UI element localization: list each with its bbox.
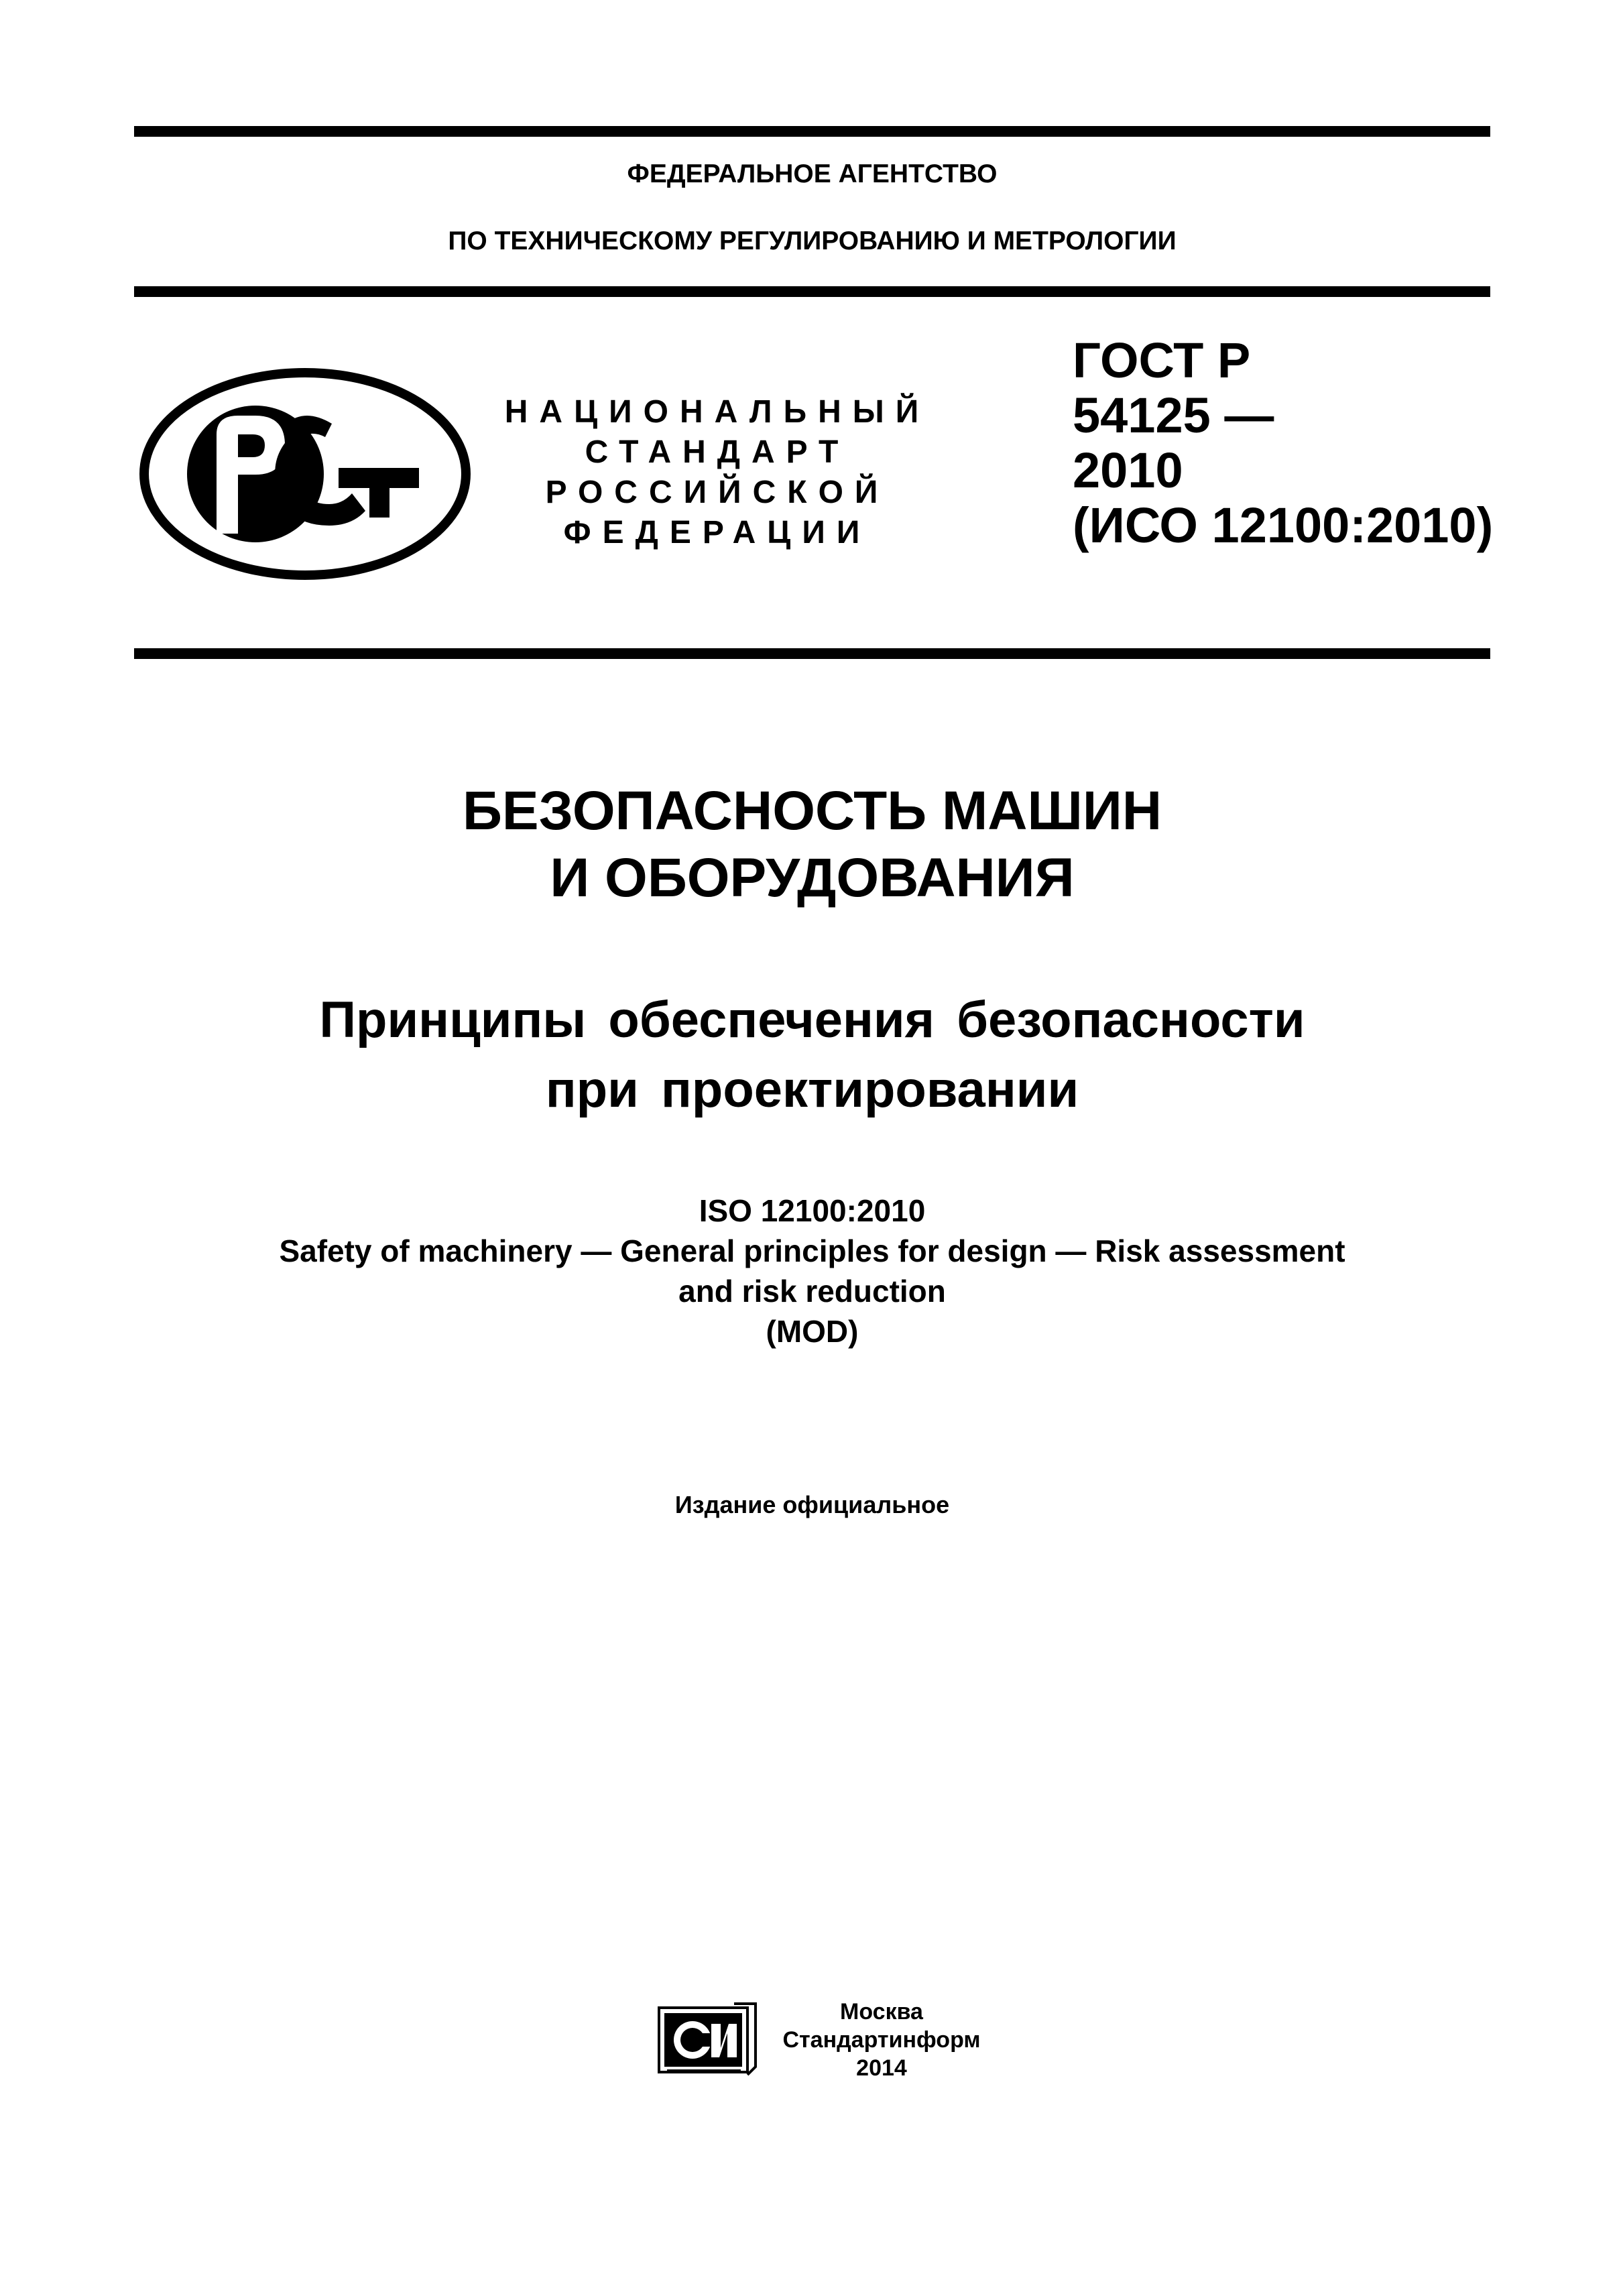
publisher-name: Стандартинформ	[782, 2027, 981, 2053]
designation-line: ГОСТ Р	[1073, 333, 1251, 388]
designation-line: 54125 —	[1073, 387, 1274, 443]
national-standard-label	[496, 392, 939, 553]
national-standard-line: СТАНДАРТ	[585, 434, 850, 470]
agency-bottom-rule	[134, 286, 1490, 297]
top-rule	[134, 126, 1490, 137]
designation-line: 2010	[1073, 442, 1183, 498]
iso-line: (MOD)	[766, 1314, 859, 1349]
national-standard-line: РОССИЙСКОЙ	[545, 475, 890, 510]
designation-bottom-rule	[134, 648, 1490, 659]
iso-reference	[134, 1191, 1490, 1351]
title-line: БЕЗОПАСНОСТЬ МАШИН	[462, 780, 1162, 841]
document-title	[134, 778, 1490, 912]
publisher-city: Москва	[840, 1999, 923, 2025]
publisher-info	[771, 1998, 992, 2082]
agency-line-1: ФЕДЕРАЛЬНОЕ АГЕНТСТВО	[627, 160, 998, 188]
publisher-year: 2014	[856, 2055, 907, 2081]
rst-mark-icon	[137, 367, 473, 581]
title-line: И ОБОРУДОВАНИЯ	[550, 847, 1075, 908]
subtitle-line: Принципы обеспечения безопасности	[319, 991, 1305, 1048]
agency-line-2: ПО ТЕХНИЧЕСКОМУ РЕГУЛИРОВАНИЮ И МЕТРОЛОГИИ	[448, 227, 1177, 255]
iso-line: ISO 12100:2010	[699, 1193, 926, 1228]
designation-line: (ИСО 12100:2010)	[1073, 497, 1494, 553]
iso-line: and risk reduction	[678, 1274, 946, 1309]
standard-designation	[1073, 333, 1493, 553]
edition-label: Издание официальное	[674, 1491, 950, 1518]
subtitle-line: при проектировании	[545, 1061, 1079, 1118]
standartinform-logo-icon	[654, 2001, 761, 2078]
national-standard-line: ФЕДЕРАЦИИ	[563, 515, 871, 550]
iso-line: Safety of machinery — General principles for design — Risk assessment	[279, 1233, 1345, 1268]
document-subtitle	[134, 985, 1490, 1125]
national-standard-line: НАЦИОНАЛЬНЫЙ	[504, 394, 930, 430]
